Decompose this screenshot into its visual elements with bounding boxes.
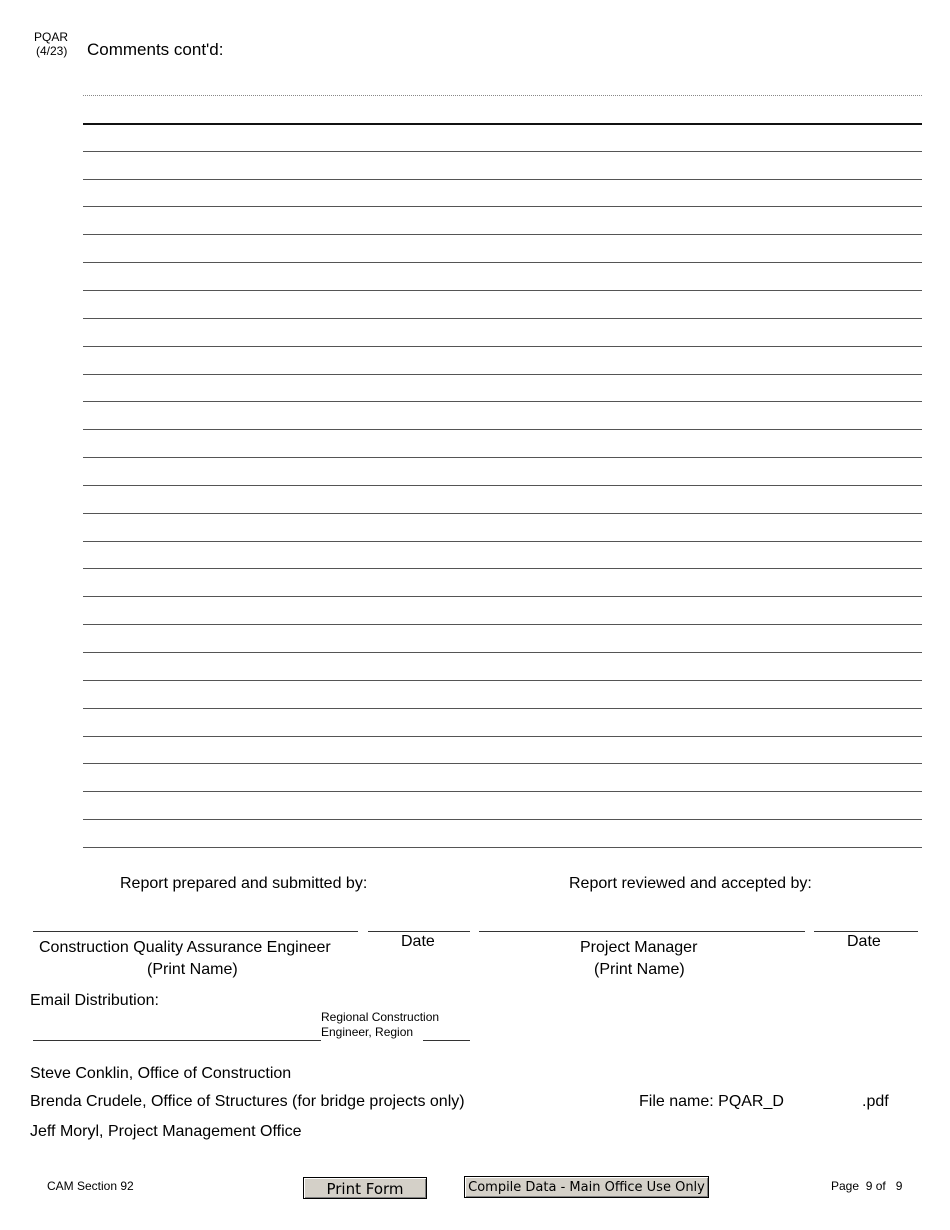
comment-line[interactable]	[83, 179, 922, 180]
comment-line[interactable]	[83, 541, 922, 542]
comment-line[interactable]	[83, 318, 922, 319]
compile-data-button[interactable]: Compile Data - Main Office Use Only	[464, 1176, 709, 1198]
comment-line[interactable]	[83, 513, 922, 514]
form-code: PQAR	[34, 30, 69, 44]
email-field[interactable]	[33, 1040, 321, 1041]
reviewed-heading: Report reviewed and accepted by:	[569, 875, 812, 892]
comment-line[interactable]	[83, 262, 922, 263]
pm-name-field[interactable]	[479, 931, 805, 932]
comment-line[interactable]	[83, 374, 922, 375]
recipient: Brenda Crudele, Office of Structures (for bridge projects only)	[30, 1093, 465, 1110]
comment-line[interactable]	[83, 290, 922, 291]
comment-line[interactable]	[83, 847, 922, 848]
page-number: Page 9 of 9	[831, 1179, 903, 1193]
comment-line[interactable]	[83, 624, 922, 625]
comment-line[interactable]	[83, 123, 922, 125]
date-label: Date	[401, 933, 435, 950]
cqae-print-name: (Print Name)	[147, 961, 238, 978]
comment-line[interactable]	[83, 652, 922, 653]
comment-line[interactable]	[83, 401, 922, 402]
comment-line[interactable]	[83, 568, 922, 569]
prepared-heading: Report prepared and submitted by:	[120, 875, 368, 892]
recipient: Steve Conklin, Office of Construction	[30, 1065, 292, 1082]
file-name: File name: PQAR_D	[639, 1093, 784, 1110]
comment-line[interactable]	[83, 457, 922, 458]
comment-line[interactable]	[83, 680, 922, 681]
comment-line[interactable]	[83, 791, 922, 792]
print-form-button[interactable]: Print Form	[303, 1177, 427, 1199]
pm-print-name: (Print Name)	[594, 961, 685, 978]
form-revision: (4/23)	[36, 44, 68, 58]
rce-label-1: Regional Construction	[321, 1010, 440, 1024]
comment-line[interactable]	[83, 234, 922, 235]
cqae-name-field[interactable]	[33, 931, 358, 932]
pm-label: Project Manager	[580, 939, 698, 956]
comment-line[interactable]	[83, 708, 922, 709]
email-distribution-label: Email Distribution:	[30, 992, 159, 1009]
comment-line[interactable]	[83, 346, 922, 347]
comment-line[interactable]	[83, 819, 922, 820]
region-field[interactable]	[423, 1040, 470, 1041]
cam-section: CAM Section 92	[47, 1179, 134, 1193]
comment-line[interactable]	[83, 763, 922, 764]
comment-line[interactable]	[83, 429, 922, 430]
comment-line[interactable]	[83, 485, 922, 486]
date-label-2: Date	[847, 933, 881, 950]
cqae-date-field[interactable]	[368, 931, 470, 932]
cqae-label: Construction Quality Assurance Engineer	[39, 939, 331, 956]
page-title: Comments cont'd:	[87, 40, 224, 59]
pm-date-field[interactable]	[814, 931, 918, 932]
comment-line[interactable]	[83, 596, 922, 597]
recipient: Jeff Moryl, Project Management Office	[30, 1123, 302, 1140]
comment-line[interactable]	[83, 736, 922, 737]
file-extension: .pdf	[862, 1093, 889, 1110]
comment-line[interactable]	[83, 151, 922, 152]
comment-line[interactable]	[83, 206, 922, 207]
comment-line[interactable]	[83, 95, 922, 96]
rce-label-2: Engineer, Region	[321, 1025, 414, 1039]
